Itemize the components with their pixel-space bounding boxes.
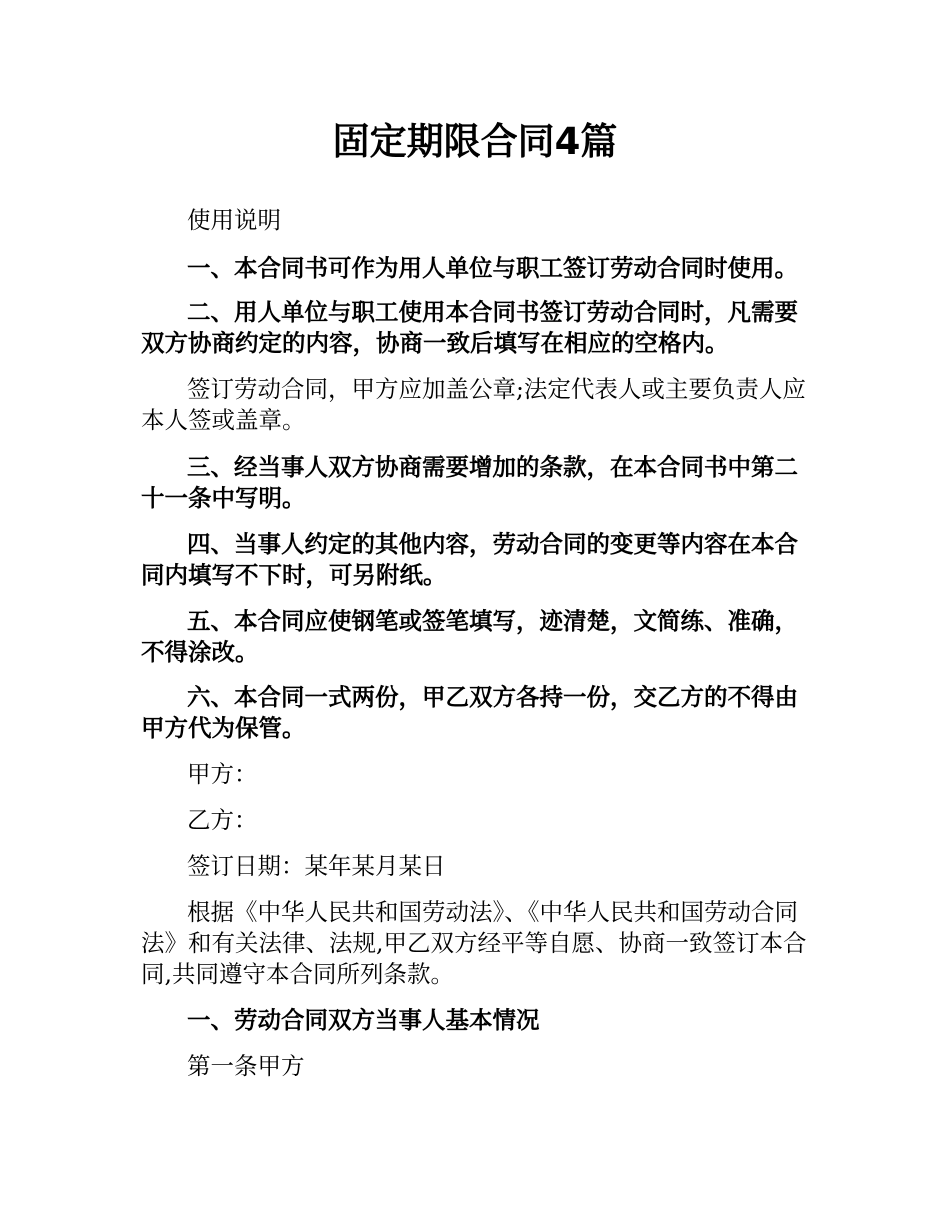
note-1: 一、本合同书可作为用人单位与职工签订劳动合同时使用。 <box>187 254 798 282</box>
document-title: 固定期限合同4篇 <box>332 120 618 163</box>
usage-heading: 使用说明 <box>187 206 281 234</box>
sign-date: 签订日期：某年某月某日 <box>187 852 446 880</box>
note-4: 四、当事人约定的其他内容，劳动合同的变更等内容在本合同内填写不下时，可另附纸。 <box>141 530 798 589</box>
note-seal: 签订劳动合同，甲方应加盖公章;法定代表人或主要负责人应本人签或盖章。 <box>141 375 806 434</box>
preamble: 根据《中华人民共和国劳动法》、《中华人民共和国劳动合同法》和有关法律、法规,甲乙双方经平等自愿、协商一致签订本合同,共同遵守本合同所列条款。 <box>141 898 807 988</box>
note-6: 六、本合同一式两份，甲乙双方各持一份，交乙方的不得由甲方代为保管。 <box>141 683 798 742</box>
note-3: 三、经当事人双方协商需要增加的条款，在本合同书中第二十一条中写明。 <box>141 453 798 512</box>
party-a-label: 甲方： <box>187 760 258 788</box>
note-5: 五、本合同应使钢笔或签笔填写，迹清楚，文简练、准确，不得涂改。 <box>141 607 798 666</box>
note-2: 二、用人单位与职工使用本合同书签订劳动合同时，凡需要双方协商约定的内容，协商一致后填写在相应的空格内。 <box>141 298 798 357</box>
party-b-label: 乙方： <box>187 806 258 834</box>
section-1-heading: 一、劳动合同双方当事人基本情况 <box>187 1006 540 1034</box>
article-1: 第一条甲方 <box>187 1052 305 1080</box>
